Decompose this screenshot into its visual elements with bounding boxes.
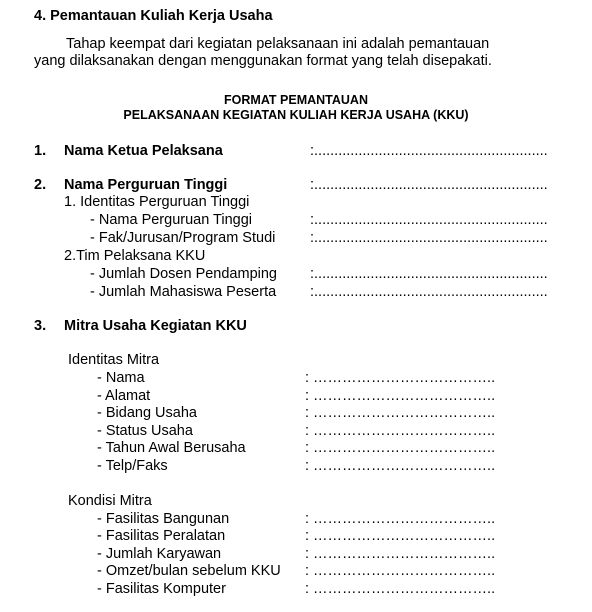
item-1-number: 1. [34,143,47,159]
row-field[interactable]: : ……………………………….. [305,511,496,527]
row-label: - Fasilitas Komputer [97,581,226,597]
row-field[interactable]: : ……………………………….. [305,528,496,544]
intro-line-2: yang dilaksanakan dengan menggunakan format yang telah disepakati. [34,53,492,69]
row-label: - Bidang Usaha [97,405,197,421]
row-label: - Jumlah Dosen Pendamping [90,266,277,282]
row-field[interactable]: : ……………………………….. [305,458,496,474]
row-label: - Fak/Jurusan/Program Studi [90,230,276,246]
item-1-field[interactable]: :.......................................................... [310,143,548,159]
row-field[interactable]: : ……………………………….. [305,405,496,421]
row-field[interactable]: : ……………………………….. [305,370,496,386]
tim-pelaksana-label: 2.Tim Pelaksana KKU [64,248,206,264]
section-heading: 4. Pemantauan Kuliah Kerja Usaha [34,8,273,24]
row-label: - Fasilitas Bangunan [97,511,230,527]
item-3-number: 3. [34,318,47,334]
row-field[interactable]: : ……………………………….. [305,440,496,456]
row-label: - Alamat [97,388,151,404]
item-2-number: 2. [34,177,47,193]
row-label: - Jumlah Mahasiswa Peserta [90,284,277,300]
format-subtitle: PELAKSANAAN KEGIATAN KULIAH KERJA USAHA (KKU) [123,108,469,122]
row-label: - Telp/Faks [97,458,168,474]
row-field[interactable]: :.......................................................... [310,230,548,246]
row-field[interactable]: :.......................................................... [310,266,548,282]
identitas-pt-label: 1. Identitas Perguruan Tinggi [64,194,250,210]
row-label: - Nama [97,370,145,386]
row-field[interactable]: :.......................................................... [310,212,548,228]
row-field[interactable]: : ……………………………….. [305,581,496,597]
identitas-mitra-label: Identitas Mitra [68,352,160,368]
kondisi-mitra-label: Kondisi Mitra [68,493,152,509]
row-label: - Status Usaha [97,423,193,439]
item-1-label: Nama Ketua Pelaksana [64,143,223,159]
row-label: - Fasilitas Peralatan [97,528,226,544]
row-field[interactable]: : ……………………………….. [305,423,496,439]
format-title: FORMAT PEMANTAUAN [224,93,368,107]
row-label: - Tahun Awal Berusaha [97,440,246,456]
item-2-label: Nama Perguruan Tinggi [64,177,228,193]
intro-line-1: Tahap keempat dari kegiatan pelaksanaan ini adalah pemantauan [66,36,490,52]
row-label: - Omzet/bulan sebelum KKU [97,563,281,579]
item-3-label: Mitra Usaha Kegiatan KKU [64,318,247,334]
row-label: - Jumlah Karyawan [97,546,222,562]
row-field[interactable]: : ……………………………….. [305,388,496,404]
item-2-field[interactable]: :.......................................................... [310,177,548,193]
row-field[interactable]: : ……………………………….. [305,546,496,562]
row-label: - Nama Perguruan Tinggi [90,212,252,228]
row-field[interactable]: : ……………………………….. [305,563,496,579]
row-field[interactable]: :.......................................................... [310,284,548,300]
